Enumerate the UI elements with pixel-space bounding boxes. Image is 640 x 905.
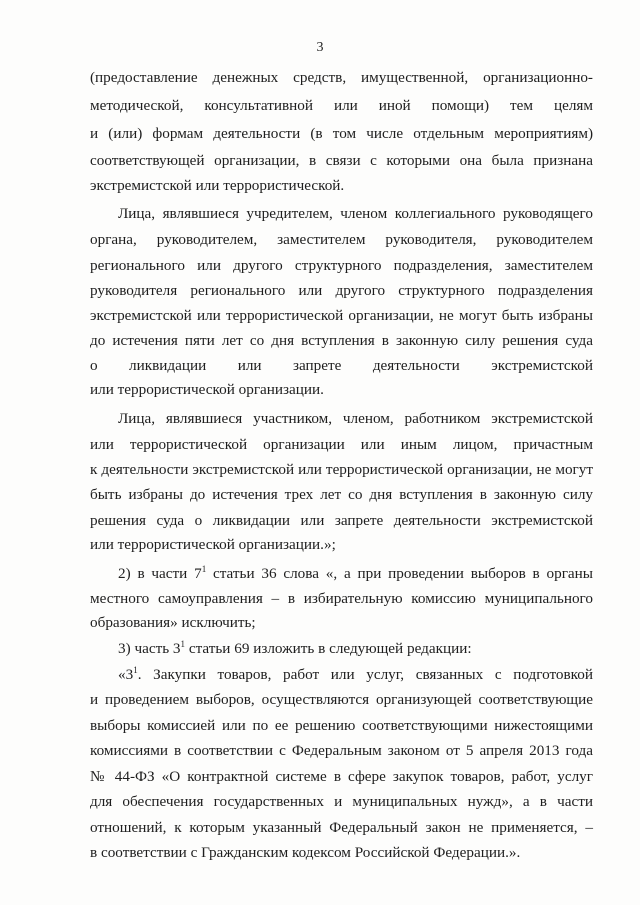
text-line: Лица, являвшиеся участником, членом, работником экстремистской	[118, 410, 593, 427]
text-line: местного самоуправления – в избирательную комиссию муниципального	[90, 590, 593, 607]
text-line: или террористической организации или иным лицом, причастным	[90, 436, 593, 453]
text-line: экстремистской или террористической.	[90, 177, 345, 194]
text-line: и (или) формам деятельности (в том числе отдельным мероприятиям)	[90, 125, 593, 142]
text-line: методической, консультативной или иной помощи) тем целям	[90, 97, 593, 114]
text-line: экстремистской или террористической организации, не могут быть избраны	[90, 307, 593, 324]
text-line: быть избраны до истечения трех лет со дня вступления в законную силу	[90, 486, 593, 503]
text-line: решения суда о ликвидации или запрете деятельности экстремистской	[90, 512, 593, 529]
text-line: 2) в части $7^1$ статьи 36 слова «, а при проведении выборов в органы	[118, 564, 593, 582]
text-line: или террористической организации.	[90, 381, 324, 398]
text-line: к деятельности экстремистской или террористической организации, не могут	[90, 461, 593, 478]
text-line: регионального или другого структурного подразделения, заместителем	[90, 257, 593, 274]
text-line: о ликвидации или запрете деятельности экстремистской	[90, 357, 593, 374]
text-line: до истечения пяти лет со дня вступления в законную силу решения суда	[90, 332, 593, 349]
text-line: соответствующей организации, в связи с которыми она была признана	[90, 152, 593, 169]
text-line: отношений, к которым указанный Федеральный закон не применяется, –	[90, 819, 593, 836]
text-line: № 44-ФЗ «О контрактной системе в сфере закупок товаров, работ, услуг	[90, 768, 593, 785]
page-number: 3	[316, 40, 324, 55]
text-line: для обеспечения государственных и муниципальных нужд», а в части	[90, 793, 593, 810]
text-line: в соответствии с Гражданским кодексом Российской Федерации.».	[90, 844, 521, 861]
text-line: комиссиями в соответствии с Федеральным законом от 5 апреля 2013 года	[90, 742, 593, 759]
text-line: (предоставление денежных средств, имущественной, организационно-	[90, 69, 593, 86]
text-line: «$3^1$. Закупки товаров, работ или услуг, связанных с подготовкой	[118, 665, 593, 683]
text-line: или террористической организации.»;	[90, 536, 336, 553]
text-line: Лица, являвшиеся учредителем, членом коллегиального руководящего	[118, 205, 593, 222]
text-line: и проведением выборов, осуществляются организующей соответствующие	[90, 691, 593, 708]
text-line: органа, руководителем, заместителем руководителя, руководителем	[90, 231, 593, 248]
text-line: руководителя регионального или другого структурного подразделения	[90, 282, 593, 299]
text-line: выборы комиссией или по ее решению соответствующими нижестоящими	[90, 717, 593, 734]
text-line: 3) часть $3^1$ статьи 69 изложить в следующей редакции:	[118, 639, 472, 657]
text-line: образования» исключить;	[90, 614, 256, 631]
